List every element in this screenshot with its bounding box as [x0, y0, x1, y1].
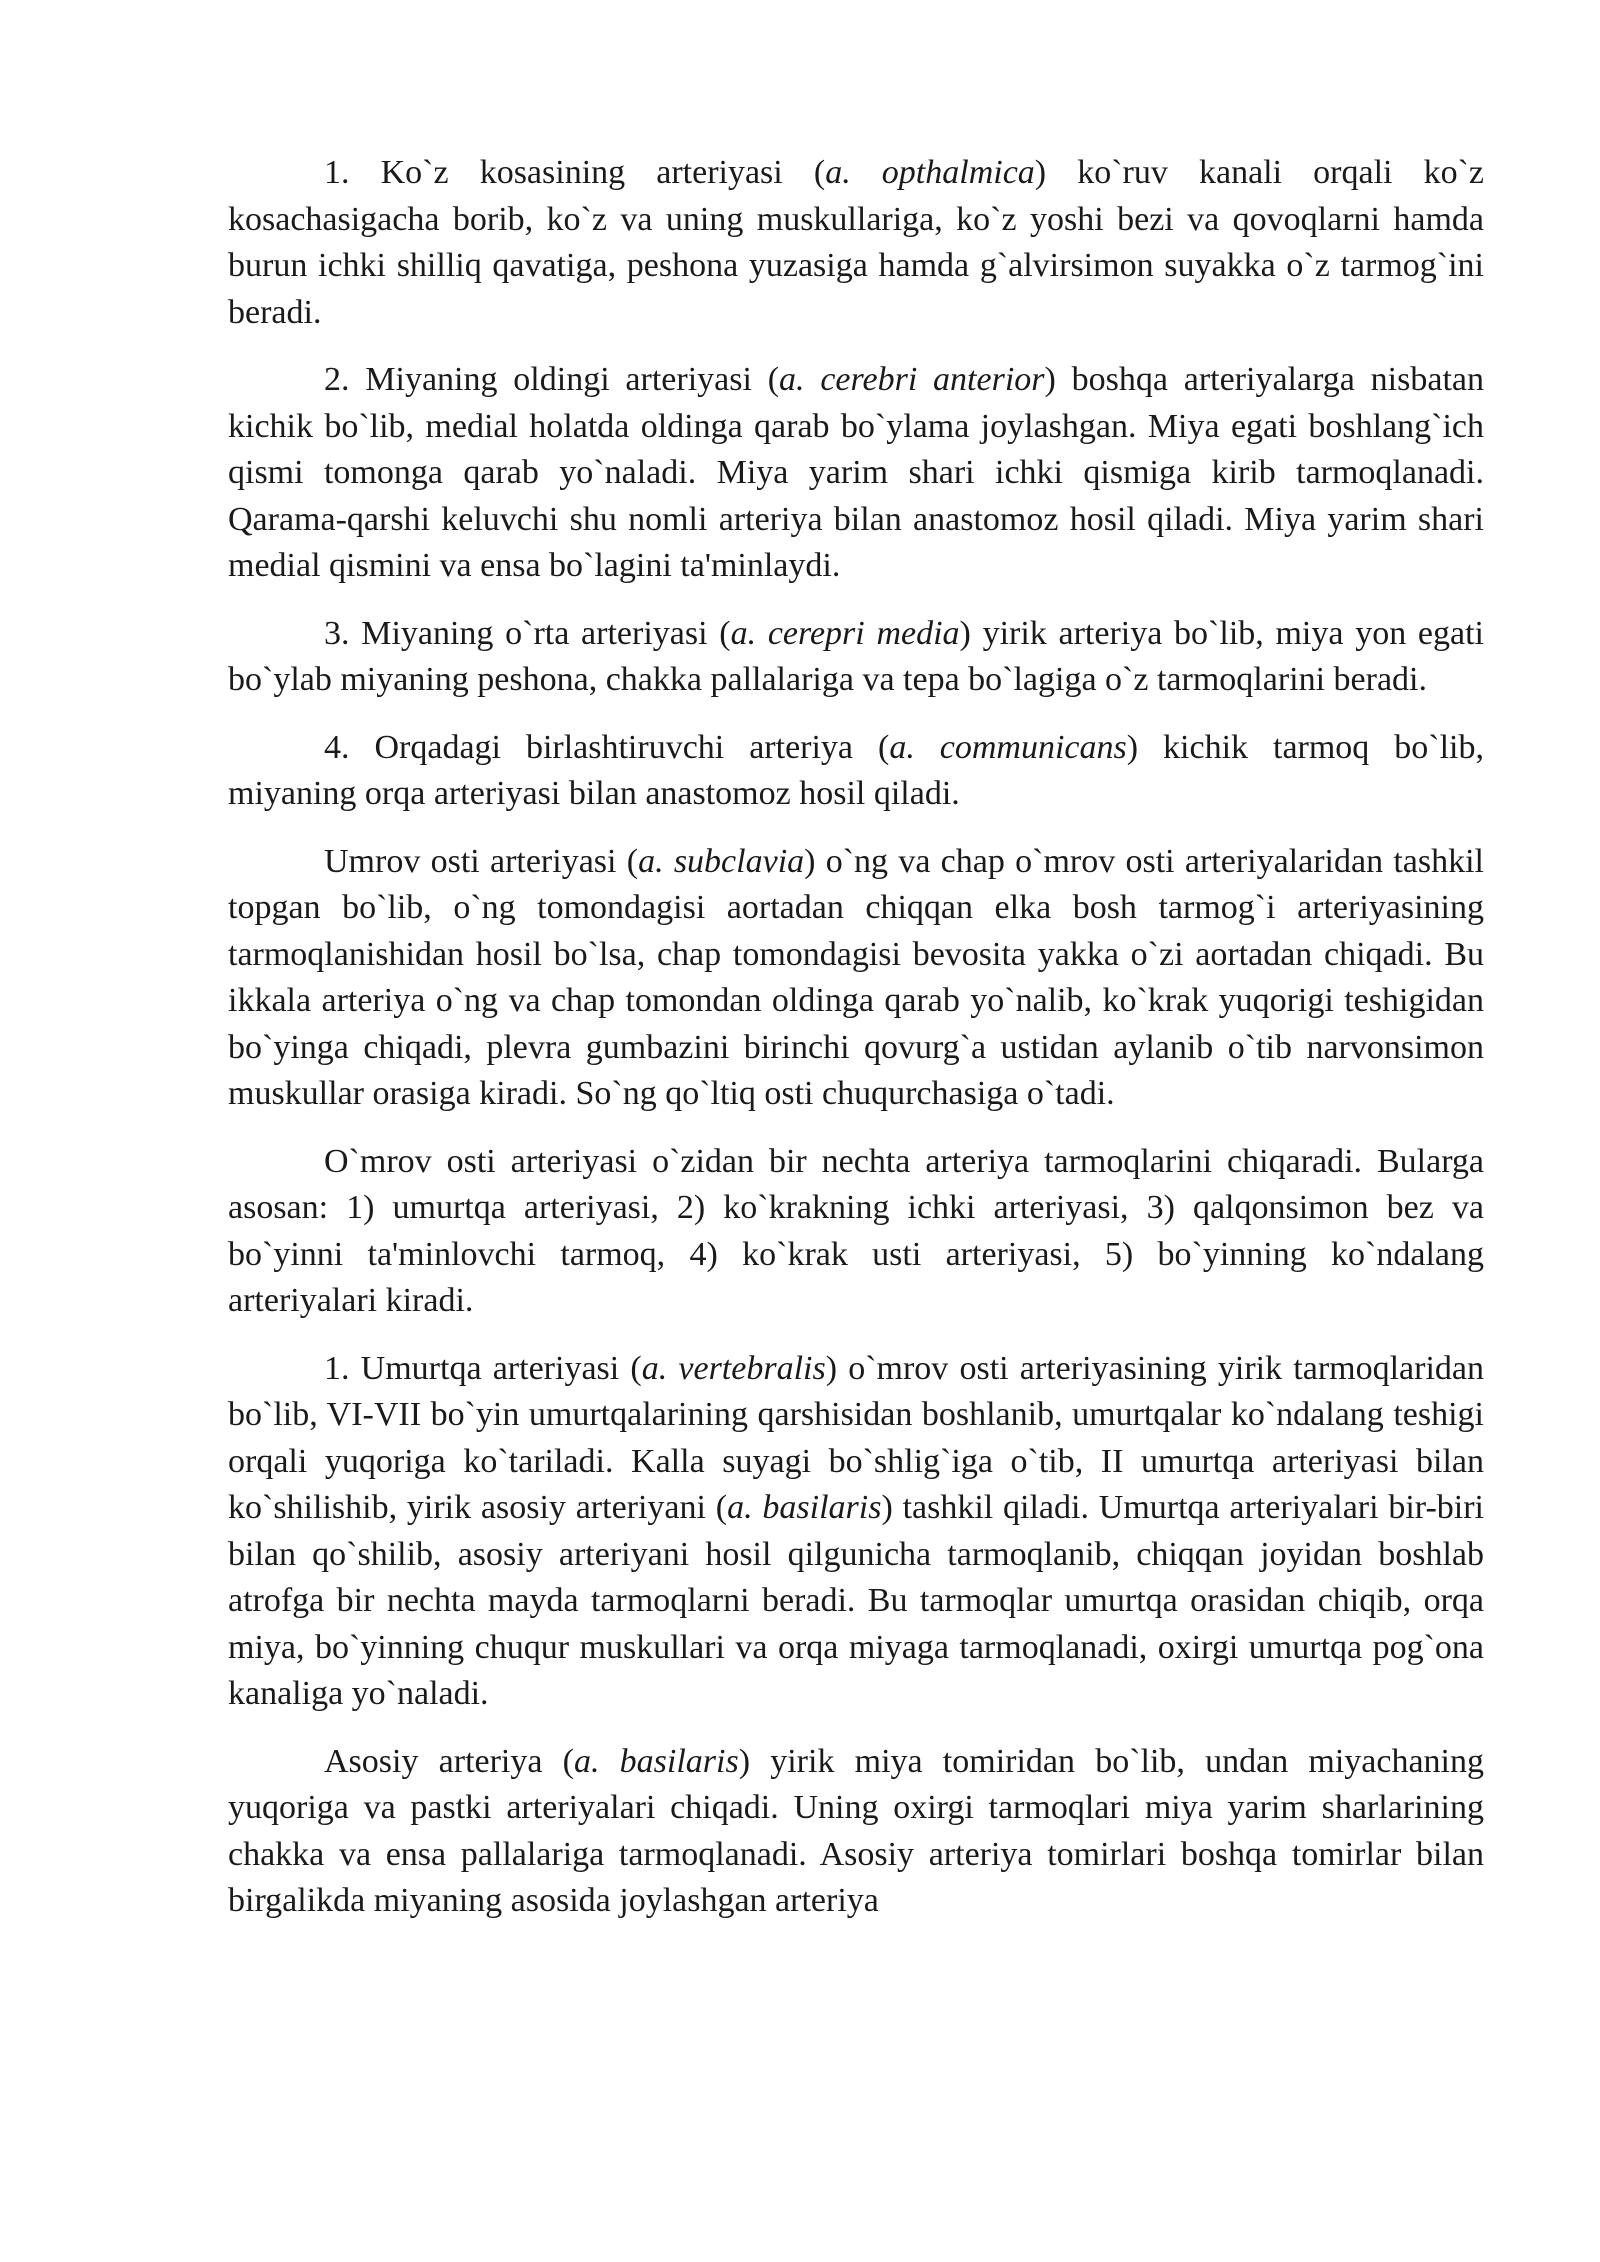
text-segment: ) tashkil qiladi. Umurtqa arteriyalari bir-biri bilan qo`shilib, asosiy arteriyani hosil qilgunicha tarmoqlanib, chiqqan joyidan boshlab atrofga bir nechta mayda tarmoqlarni beradi. Bu tarmoqlar umurtqa orasidan chiqib, orqa miya, bo`yinning chuqur muskullari va orqa miyaga tarmoqlanadi, oxirgi umurtqa pog`ona kanaliga yo`naladi. [228, 1489, 1484, 1712]
text-segment: 1. Umurtqa arteriyasi ( [324, 1349, 642, 1387]
text-segment: ) o`ng va chap o`mrov osti arteriyalaridan tashkil topgan bo`lib, o`ng tomondagisi aortadan chiqqan elka bosh tarmog`i arteriyasining tarmoqlanishidan hosil bo`lsa, chap tomondagisi bevosita yakka o`zi aortadan chiqadi. Bu ikkala arteriya o`ng va chap tomondan oldinga qarab yo`nalib, ko`krak yuqorigi teshigidan bo`yinga chiqadi, plevra gumbazini birinchi qovurg`a ustidan aylanib o`tib narvonsimon muskullar orasiga kiradi. So`ng qo`ltiq osti chuqurchasiga o`tadi. [228, 842, 1484, 1112]
text-segment: ) boshqa arteriyalarga nisbatan kichik bo`lib, medial holatda oldinga qarab bo`ylama joylashgan. Miya egati boshlang`ich qismi tomonga qarab yo`naladi. Miya yarim shari ichki qismiga kirib tarmoqlanadi. Qarama-qarshi keluvchi shu nomli arteriya bilan anastomoz hosil qiladi. Miya yarim shari medial qismini va ensa bo`lagini ta'minlaydi. [228, 361, 1484, 584]
paragraph-4 [228, 725, 1484, 818]
text-segment: ) kichik tarmoq bo`lib, miyaning orqa arteriyasi bilan anastomoz hosil qiladi. [228, 728, 1484, 812]
paragraph-8 [228, 1739, 1484, 1925]
text-segment: 3. Miyaning o`rta arteriyasi ( [324, 614, 731, 652]
latin-term: a. basilaris [573, 1742, 739, 1780]
latin-term: a. basilaris [727, 1489, 882, 1526]
text-segment: 2. Miyaning oldingi arteriyasi ( [324, 361, 780, 398]
paragraph-5 [228, 839, 1484, 1118]
paragraph-6 [228, 1139, 1484, 1325]
latin-term: a. cerepri media [730, 614, 960, 652]
text-segment: ) yirik miya tomiridan bo`lib, undan miyachaning yuqoriga va pastki arteriyalari chiqadi. Uning oxirgi tarmoqlari miya yarim sharlarining chakka va ensa pallalariga tarmoqlanadi. Asosiy arteriya tomirlari boshqa tomirlar bilan birgalikda miyaning asosida joylashgan arteriya [228, 1742, 1484, 1919]
text-segment: O`mrov osti arteriyasi o`zidan bir nechta arteriya tarmoqlarini chiqaradi. Bularga asosan: 1) umurtqa arteriyasi, 2) ko`krakning ichki arteriyasi, 3) qalqonsimon bez va bo`yinni ta'minlovchi tarmoq, 4) ko`krak usti arteriyasi, 5) bo`yinning ko`ndalang arteriyalari kiradi. [228, 1142, 1484, 1319]
paragraph-1 [228, 150, 1484, 336]
latin-term: a. opthalmica [825, 154, 1035, 191]
text-segment: Umrov osti arteriyasi ( [324, 842, 639, 880]
latin-term: a. vertebralis [641, 1349, 826, 1387]
text-segment: 4. Orqadagi birlashtiruvchi arteriya ( [324, 728, 890, 766]
document-page [228, 150, 1484, 1946]
latin-term: a. cerebri anterior [779, 361, 1045, 398]
text-segment: Asosiy arteriya ( [324, 1742, 574, 1780]
paragraph-3 [228, 611, 1484, 704]
text-segment: ) yirik arteriya bo`lib, miya yon egati bo`ylab miyaning peshona, chakka pallalariga va tepa bo`lagiga o`z tarmoqlarini beradi. [228, 614, 1484, 698]
paragraph-7 [228, 1346, 1484, 1718]
latin-term: a. communicans [889, 728, 1127, 766]
latin-term: a. subclavia [638, 842, 805, 880]
text-segment: ) o`mrov osti arteriyasining yirik tarmoqlaridan bo`lib, VI-VII bo`yin umurtqalarining qarshisidan boshlanib, umurtqalar ko`ndalang teshigi orqali yuqoriga ko`tariladi. Kalla suyagi bo`shlig`iga o`tib, II umurtqa arteriyasi bilan ko`shilishib, yirik asosiy arteriyani ( [228, 1349, 1485, 1526]
paragraph-2 [228, 357, 1484, 590]
text-segment: 1. Ko`z kosasining arteriyasi ( [324, 154, 826, 191]
text-segment: ) ko`ruv kanali orqali ko`z kosachasigacha borib, ko`z va uning muskullariga, ko`z yoshi bezi va qovoqlarni hamda burun ichki shilliq qavatiga, peshona yuzasiga hamda g`alvirsimon suyakka o`z tarmog`ini beradi. [228, 154, 1485, 331]
